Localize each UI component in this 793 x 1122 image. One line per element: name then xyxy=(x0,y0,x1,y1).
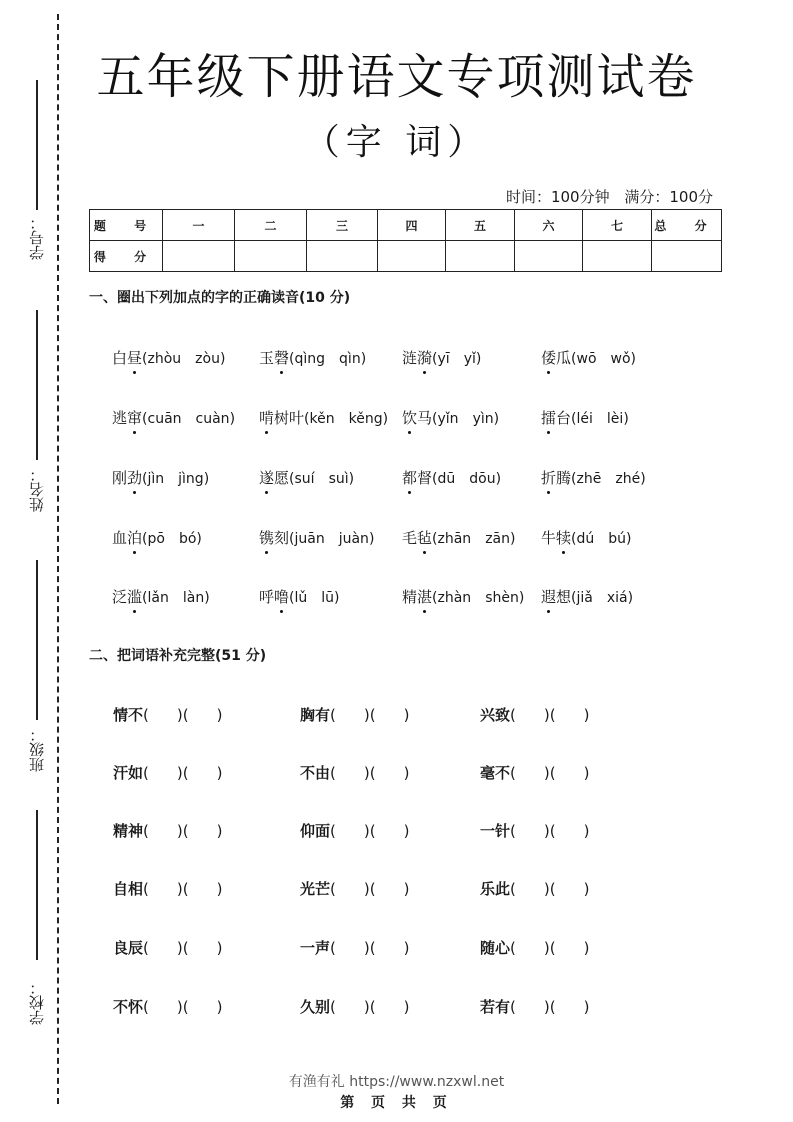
paren-close: ) xyxy=(623,411,629,427)
header-cell: 二 xyxy=(235,210,307,241)
idiom-fill-question: 一针( )( ) xyxy=(480,822,590,840)
word-post: 愿 xyxy=(274,469,290,487)
idiom-prefix: 兴致 xyxy=(480,706,511,724)
paren-open: ( xyxy=(289,531,295,547)
idiom-prefix: 随心 xyxy=(480,939,511,957)
paren-open: ( xyxy=(432,531,438,547)
paren-open: ( xyxy=(304,411,310,427)
header-cell: 总 分 xyxy=(652,210,722,241)
pinyin-option-b[interactable]: qìn xyxy=(339,351,361,367)
dotted-char: 都 xyxy=(402,469,418,487)
pinyin-option-a[interactable]: jiǎ xyxy=(576,590,593,606)
word-pre: 涟 xyxy=(402,349,418,367)
word xyxy=(259,409,304,427)
word xyxy=(259,588,289,606)
pinyin-option-a[interactable]: suí xyxy=(294,471,315,487)
pinyin-question xyxy=(402,467,501,488)
dotted-char: 镌 xyxy=(259,529,275,547)
paren-close: ) xyxy=(203,471,210,487)
paren-close: ) xyxy=(626,531,632,547)
word-pre: 玉 xyxy=(259,349,275,367)
idiom-fill-question: 自相( )( ) xyxy=(113,880,223,898)
dotted-char: 啃 xyxy=(259,409,275,427)
word-pre: 白 xyxy=(112,349,128,367)
pinyin-option-a[interactable]: juān xyxy=(294,531,325,547)
footer-page-number: 第 页 共 页 xyxy=(340,1095,453,1111)
idiom-prefix: 自相 xyxy=(113,880,144,898)
word xyxy=(112,588,142,606)
pinyin-option-b[interactable]: zān xyxy=(485,531,510,547)
paren-open: ( xyxy=(571,351,577,367)
paren-open: ( xyxy=(142,411,148,427)
idiom-prefix: 不怀 xyxy=(113,998,144,1016)
pinyin-option-a[interactable]: pō xyxy=(147,531,165,547)
pinyin-question xyxy=(541,347,636,368)
dotted-char: 漪 xyxy=(417,349,433,367)
dotted-char: 擂 xyxy=(541,409,557,427)
idiom-fill-question: 随心( )( ) xyxy=(480,939,590,957)
header-cell: 题 号 xyxy=(90,210,163,241)
pinyin-question xyxy=(112,586,210,607)
pinyin-question xyxy=(259,586,340,607)
exam-meta xyxy=(496,186,713,207)
idiom-prefix: 汗如 xyxy=(113,764,144,782)
idiom-fill-question: 一声( )( ) xyxy=(300,939,410,957)
paren-close: ) xyxy=(348,471,355,487)
pinyin-option-b[interactable]: lū xyxy=(321,590,335,606)
score-cell[interactable] xyxy=(163,241,235,272)
dotted-char: 噜 xyxy=(274,588,290,606)
score-cell[interactable] xyxy=(307,241,378,272)
idiom-fill-question: 仰面( )( ) xyxy=(300,822,410,840)
word xyxy=(541,469,571,487)
pinyin-option-b[interactable]: bú xyxy=(608,531,627,547)
paren-close: ) xyxy=(475,351,482,367)
pinyin-option-b[interactable]: yìn xyxy=(472,411,494,427)
idiom-prefix: 乐此 xyxy=(480,880,511,898)
pinyin-option-b[interactable]: kěng xyxy=(348,411,383,427)
word xyxy=(541,588,571,606)
word xyxy=(112,469,142,487)
paren-close: ) xyxy=(630,351,636,367)
dotted-char: 湛 xyxy=(417,588,433,606)
idiom-prefix: 久别 xyxy=(300,998,331,1016)
pinyin-question xyxy=(112,407,235,428)
dotted-char: 劲 xyxy=(127,469,143,487)
word-post: 督 xyxy=(417,469,433,487)
idiom-fill-question: 毫不( )( ) xyxy=(480,764,590,782)
header-cell: 七 xyxy=(583,210,652,241)
word-post: 马 xyxy=(417,409,433,427)
idiom-prefix: 一针 xyxy=(480,822,511,840)
dotted-char: 磬 xyxy=(274,349,290,367)
paren-close: ) xyxy=(495,471,502,487)
dotted-char: 饮 xyxy=(402,409,418,427)
pinyin-question xyxy=(541,407,629,428)
idiom-prefix: 胸有 xyxy=(300,706,331,724)
pinyin-question xyxy=(112,347,225,368)
pinyin-option-b[interactable]: làn xyxy=(182,590,205,606)
pinyin-option-b[interactable]: lèi xyxy=(606,411,624,427)
word-post: 瓜 xyxy=(556,349,572,367)
paren-close: ) xyxy=(196,531,202,547)
idiom-prefix: 不由 xyxy=(300,764,331,782)
margin-field-line[interactable] xyxy=(36,310,38,460)
page-subtitle: （字 词） xyxy=(303,122,490,163)
score-row-label: 得 分 xyxy=(90,241,163,272)
header-cell: 四 xyxy=(378,210,446,241)
dotted-char: 泊 xyxy=(127,529,143,547)
pinyin-option-a[interactable]: lǔ xyxy=(294,590,308,606)
paren-close: ) xyxy=(204,590,210,606)
paren-open: ( xyxy=(289,351,295,367)
pinyin-option-b[interactable]: shèn xyxy=(485,590,519,606)
paren-close: ) xyxy=(640,471,646,487)
page-title: 五年级下册语文专项测试卷 xyxy=(96,49,697,105)
paren-close: ) xyxy=(382,411,389,427)
idiom-prefix: 情不 xyxy=(113,706,144,724)
word-post: 想 xyxy=(556,588,572,606)
pinyin-option-b[interactable]: wǒ xyxy=(610,351,631,367)
header-cell: 三 xyxy=(307,210,378,241)
word-pre: 毛 xyxy=(402,529,418,547)
score-cell[interactable] xyxy=(652,241,722,272)
paren-open: ( xyxy=(432,351,438,367)
section1-heading: 一、圈出下列加点的字的正确读音(10 分) xyxy=(89,290,351,306)
idiom-fill-question: 若有( )( ) xyxy=(480,998,590,1016)
word-pre: 血 xyxy=(112,529,128,547)
pinyin-question xyxy=(402,527,515,548)
pinyin-option-a[interactable]: cuān xyxy=(147,411,182,427)
pinyin-option-b[interactable]: cuàn xyxy=(195,411,230,427)
word-pre: 精 xyxy=(402,588,418,606)
pinyin-question xyxy=(541,467,646,488)
word xyxy=(402,349,432,367)
paren-open: ( xyxy=(289,471,295,487)
word-pre: 逃 xyxy=(112,409,128,427)
paren-close: ) xyxy=(518,590,525,606)
pinyin-option-a[interactable]: zhàn xyxy=(437,590,472,606)
idiom-fill-question: 精神( )( ) xyxy=(113,822,223,840)
idiom-prefix: 毫不 xyxy=(480,764,511,782)
pinyin-question xyxy=(259,407,388,428)
pinyin-option-b[interactable]: suì xyxy=(328,471,349,487)
dotted-char: 滥 xyxy=(127,588,143,606)
word xyxy=(112,349,142,367)
pinyin-question xyxy=(259,527,374,548)
pinyin-option-a[interactable]: kěn xyxy=(309,411,335,427)
word-post: 树叶 xyxy=(274,409,305,427)
pinyin-option-a[interactable]: lǎn xyxy=(147,590,169,606)
word xyxy=(402,588,432,606)
idiom-prefix: 良辰 xyxy=(113,939,144,957)
paren-close: ) xyxy=(368,531,375,547)
margin-field-line[interactable] xyxy=(36,560,38,720)
idiom-fill-question: 久别( )( ) xyxy=(300,998,410,1016)
pinyin-option-b[interactable]: zhé xyxy=(615,471,641,487)
word-post: 腾 xyxy=(556,469,572,487)
paren-open: ( xyxy=(571,590,577,606)
section2-heading: 二、把词语补充完整(51 分) xyxy=(89,648,267,664)
header-cell: 六 xyxy=(515,210,583,241)
word xyxy=(402,409,432,427)
idiom-fill-question: 兴致( )( ) xyxy=(480,706,590,724)
idiom-fill-question: 胸有( )( ) xyxy=(300,706,410,724)
word-post: 刻 xyxy=(274,529,290,547)
score-cell[interactable] xyxy=(446,241,515,272)
paren-open: ( xyxy=(289,590,295,606)
pinyin-option-b[interactable]: xiá xyxy=(606,590,628,606)
word xyxy=(402,529,432,547)
idiom-fill-question: 情不( )( ) xyxy=(113,706,223,724)
word xyxy=(259,349,289,367)
time-label: 时间：100分钟 xyxy=(505,188,610,206)
idiom-prefix: 若有 xyxy=(480,998,511,1016)
paren-open: ( xyxy=(142,471,148,487)
paren-close: ) xyxy=(219,351,226,367)
paren-close: ) xyxy=(493,411,500,427)
paren-open: ( xyxy=(432,590,438,606)
pinyin-option-a[interactable]: yī xyxy=(437,351,450,367)
margin-field-label: 姓名： xyxy=(28,467,46,512)
pinyin-option-a[interactable]: qìng xyxy=(294,351,326,367)
idiom-prefix: 精神 xyxy=(113,822,144,840)
word xyxy=(541,529,571,547)
paren-open: ( xyxy=(142,351,148,367)
header-cell: 五 xyxy=(446,210,515,241)
word-pre: 泛 xyxy=(112,588,128,606)
paren-open: ( xyxy=(142,531,148,547)
word-pre: 牛 xyxy=(541,529,557,547)
pinyin-option-b[interactable]: bó xyxy=(178,531,197,547)
paren-close: ) xyxy=(334,590,340,606)
paren-open: ( xyxy=(571,471,577,487)
score-cell[interactable] xyxy=(235,241,307,272)
paren-open: ( xyxy=(142,590,148,606)
word xyxy=(259,529,289,547)
pinyin-question xyxy=(541,586,633,607)
footer-watermark: 有渔有礼 https://www.nzxwl.net xyxy=(288,1074,505,1090)
score-table-score-row xyxy=(90,241,722,272)
pinyin-question xyxy=(112,527,202,548)
margin-field-label: 学号： xyxy=(28,215,46,260)
paren-open: ( xyxy=(571,411,577,427)
word xyxy=(259,469,289,487)
dotted-char: 窜 xyxy=(127,409,143,427)
score-cell[interactable] xyxy=(583,241,652,272)
paren-close: ) xyxy=(627,590,634,606)
paren-open: ( xyxy=(432,411,438,427)
idiom-fill-question: 乐此( )( ) xyxy=(480,880,590,898)
paren-close: ) xyxy=(229,411,236,427)
pinyin-option-a[interactable]: yǐn xyxy=(437,411,459,427)
idiom-fill-question: 不怀( )( ) xyxy=(113,998,223,1016)
word-pre: 呼 xyxy=(259,588,275,606)
pinyin-question xyxy=(402,407,499,428)
paren-close: ) xyxy=(360,351,367,367)
dotted-char: 倭 xyxy=(541,349,557,367)
idiom-prefix: 一声 xyxy=(300,939,331,957)
header-cell: 一 xyxy=(163,210,235,241)
pinyin-question xyxy=(112,467,209,488)
paren-close: ) xyxy=(510,531,516,547)
dotted-char: 毡 xyxy=(417,529,433,547)
paren-open: ( xyxy=(571,531,577,547)
idiom-fill-question: 良辰( )( ) xyxy=(113,939,223,957)
word-post: 台 xyxy=(556,409,572,427)
pinyin-question xyxy=(402,347,481,368)
idiom-fill-question: 汗如( )( ) xyxy=(113,764,223,782)
pinyin-question xyxy=(259,347,366,368)
pinyin-option-a[interactable]: zhòu xyxy=(147,351,182,367)
word xyxy=(112,409,142,427)
margin-field-label: 学校： xyxy=(28,980,46,1025)
dotted-char: 昼 xyxy=(127,349,143,367)
binding-dotted-line xyxy=(57,14,59,1104)
pinyin-option-b[interactable]: dōu xyxy=(469,471,496,487)
pinyin-option-a[interactable]: dū xyxy=(437,471,456,487)
pinyin-option-a[interactable]: jìn xyxy=(147,471,165,487)
pinyin-question xyxy=(402,586,524,607)
idiom-prefix: 仰面 xyxy=(300,822,331,840)
pinyin-question xyxy=(259,467,354,488)
pinyin-option-a[interactable]: wō xyxy=(576,351,597,367)
word-pre: 刚 xyxy=(112,469,128,487)
pinyin-option-a[interactable]: dú xyxy=(576,531,595,547)
idiom-fill-question: 不由( )( ) xyxy=(300,764,410,782)
dotted-char: 遂 xyxy=(259,469,275,487)
idiom-fill-question: 光芒( )( ) xyxy=(300,880,410,898)
pinyin-option-b[interactable]: yǐ xyxy=(463,351,476,367)
score-cell[interactable] xyxy=(378,241,446,272)
pinyin-option-b[interactable]: juàn xyxy=(338,531,369,547)
word xyxy=(541,349,571,367)
full-score-label: 满分：100分 xyxy=(624,188,713,206)
dotted-char: 折 xyxy=(541,469,557,487)
word xyxy=(402,469,432,487)
score-table xyxy=(89,209,722,272)
pinyin-option-b[interactable]: zòu xyxy=(195,351,220,367)
paren-open: ( xyxy=(432,471,438,487)
pinyin-option-b[interactable]: jìng xyxy=(178,471,204,487)
margin-field-line[interactable] xyxy=(36,810,38,960)
score-cell[interactable] xyxy=(515,241,583,272)
pinyin-option-a[interactable]: zhē xyxy=(576,471,602,487)
dotted-char: 犊 xyxy=(556,529,572,547)
margin-field-label: 班级： xyxy=(28,727,46,772)
pinyin-option-a[interactable]: léi xyxy=(576,411,593,427)
idiom-prefix: 光芒 xyxy=(300,880,331,898)
dotted-char: 遐 xyxy=(541,588,557,606)
pinyin-option-a[interactable]: zhān xyxy=(437,531,472,547)
score-table-header-row xyxy=(90,210,722,241)
word xyxy=(112,529,142,547)
pinyin-question xyxy=(541,527,632,548)
word xyxy=(541,409,571,427)
